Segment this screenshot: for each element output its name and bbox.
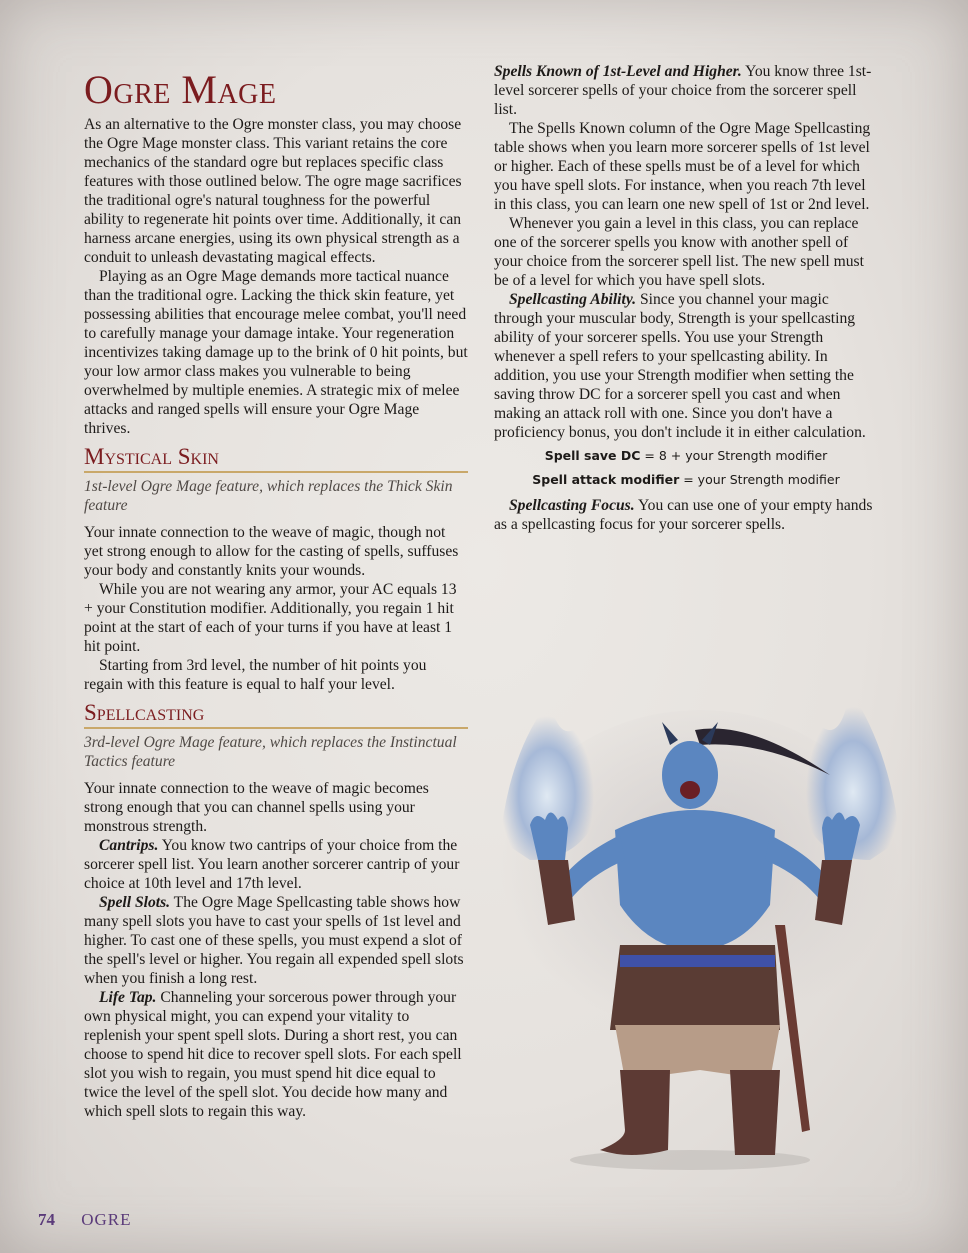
spell-attack-value: = your Strength modifier — [679, 472, 840, 487]
ogre-mage-illustration — [490, 660, 910, 1180]
spells-known-paragraph-2: The Spells Known column of the Ogre Mage Spellcasting table shows when you learn more sorcerer spells of 1st level or higher. Each of these spells must be of a level for which you have spell slots. For instance, when you reach 7th level in this class, you can learn one new spell of 1st or 2nd level. — [494, 120, 871, 213]
heading-mystical-skin: Mystical Skin — [84, 444, 468, 473]
spell-save-dc-formula — [494, 448, 878, 464]
right-column — [494, 62, 878, 534]
spell-save-dc-label: Spell save DC — [544, 448, 641, 463]
intro-paragraph-1: As an alternative to the Ogre monster class, you may choose the Ogre Mage monster class. This variant retains the core mechanics of the standard ogre but replaces specific class features with those outlined below. The ogre mage sacrifices the traditional ogre's natural toughness for the powerful ability to regenerate hit points over time. Additionally, it can harness arcane energies, using its own physical strength as a conduit to unleash devastating magical effects. — [84, 116, 462, 266]
spell-attack-formula — [494, 472, 878, 488]
spellcasting-focus-paragraph — [494, 496, 878, 534]
life-tap-text: Channeling your sorcerous power through your own physical might, you can expend your vitality to replenish your spent spell slots. During a short rest, you can choose to spend hit dice to recover spell slots. For each spell slot you wish to regain, you must spend hit dice equal to twice the level of the spell slot. You decide how many and which spell slots to regain this way. — [84, 989, 462, 1120]
mystical-skin-paragraph-2: While you are not wearing any armor, your AC equals 13 + your Constitution modifier. Additionally, you regain 1 hit point at the start of each of your turns if you have at least 1 hit point. — [84, 581, 457, 655]
life-tap-paragraph — [84, 988, 468, 1121]
spellcasting-ability-text: Since you channel your magic through your muscular body, Strength is your spellcasting ability of your sorcerer spells. You use your Strength whenever a spell refers to your spellcasting ability. In addition, you use your Strength modifier when setting the saving throw DC for a sorcerer spell you cast and when making an attack roll with one. Since you don't have a proficiency bonus, you don't include it in either calculation. — [494, 291, 866, 441]
spells-known-text: You know three 1st-level sorcerer spells of your choice from the sorcerer spell list. — [494, 63, 872, 118]
spellcasting-subtitle: 3rd-level Ogre Mage feature, which replaces the Instinctual Tactics feature — [84, 734, 457, 770]
spell-slots-paragraph — [84, 893, 468, 988]
spellcasting-focus-lead: Spellcasting Focus. — [509, 497, 635, 514]
page-footer — [38, 1210, 132, 1230]
spells-known-paragraph — [494, 62, 878, 119]
page-number: 74 — [38, 1210, 55, 1229]
page-title: Ogre Mage — [84, 67, 277, 112]
spellcasting-focus-text: You can use one of your empty hands as a spellcasting focus for your sorcerer spells. — [494, 497, 873, 533]
spell-slots-text: The Ogre Mage Spellcasting table shows how many spell slots you have to cast your spells of 1st level and higher. To cast one of these spells, you must expend a slot of the spell's level or higher. You regain all expended spell slots when you finish a long rest. — [84, 894, 464, 987]
spell-slots-lead: Spell Slots. — [99, 894, 171, 911]
mystical-skin-subtitle: 1st-level Ogre Mage feature, which replaces the Thick Skin feature — [84, 478, 453, 514]
left-column — [84, 64, 468, 1121]
spells-known-lead: Spells Known of 1st-Level and Higher. — [494, 63, 742, 80]
spellcasting-ability-lead: Spellcasting Ability. — [509, 291, 637, 308]
ogre-mage-figure-icon — [490, 660, 910, 1180]
spells-known-paragraph-3: Whenever you gain a level in this class, you can replace one of the sorcerer spells you know with another spell of your choice from the sorcerer spell list. The new spell must be of a level for which you have spell slots. — [494, 215, 864, 289]
mystical-skin-paragraph-1: Your innate connection to the weave of magic, though not yet strong enough to allow for the casting of spells, suffuses your body and constantly knits your wounds. — [84, 524, 459, 579]
cantrips-lead: Cantrips. — [99, 837, 159, 854]
spell-save-dc-value: = 8 + your Strength modifier — [640, 448, 828, 463]
life-tap-lead: Life Tap. — [99, 989, 157, 1006]
cantrips-paragraph — [84, 836, 468, 893]
heading-spellcasting: Spellcasting — [84, 700, 468, 729]
cantrips-text: You know two cantrips of your choice from the sorcerer spell list. You learn another sorcerer cantrip of your choice at 10th level and 17th level. — [84, 837, 460, 892]
section-name: OGRE — [81, 1210, 132, 1229]
intro-paragraph-2: Playing as an Ogre Mage demands more tactical nuance than the traditional ogre. Lacking the thick skin feature, yet possessing abilities that encourage melee combat, you'll need to carefully manage your damage intake. Your regeneration incentivizes taking damage up to the brink of 0 hit points, but your low armor class makes you vulnerable to being overwhelmed by multiple enemies. A strategic mix of melee attacks and ranged spells will ensure your Ogre Mage thrives. — [84, 268, 468, 437]
spell-attack-label: Spell attack modifier — [532, 472, 680, 487]
spellcasting-paragraph-1: Your innate connection to the weave of magic becomes strong enough that you can channel spells using your monstrous strength. — [84, 780, 429, 835]
mystical-skin-paragraph-3: Starting from 3rd level, the number of hit points you regain with this feature is equal to half your level. — [84, 657, 427, 693]
spellcasting-ability-paragraph — [494, 290, 878, 442]
